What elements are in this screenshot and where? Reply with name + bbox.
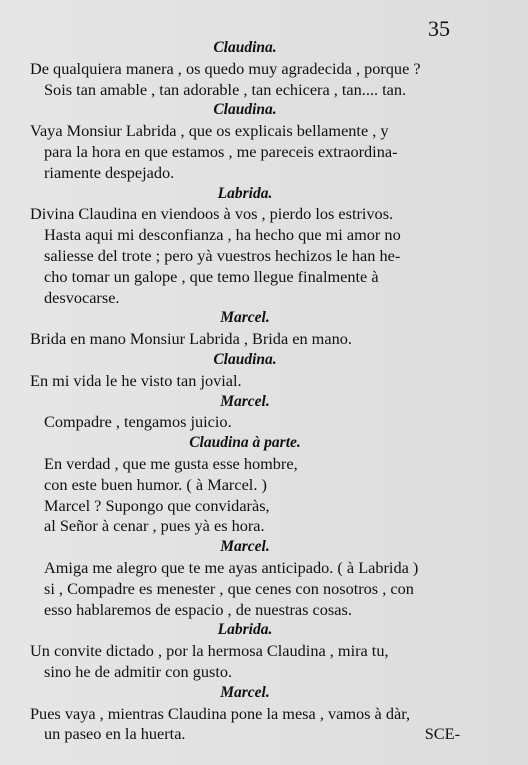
text-line: si , Compadre es menester , que cenes con nosotros , con xyxy=(44,578,414,598)
speaker-name: Claudina. xyxy=(213,101,277,119)
text-line: Vaya Monsiur Labrida , que os explicais bellamente , y xyxy=(30,121,389,141)
text-line: desvocarse. xyxy=(44,287,120,307)
speaker-name: Marcel. xyxy=(220,683,270,701)
speaker-name: Marcel. xyxy=(220,538,270,556)
speaker-name: Labrida. xyxy=(217,184,273,202)
speaker-name: Marcel. xyxy=(220,309,270,327)
speaker-name: Claudina. xyxy=(213,39,277,56)
text-line: para la hora en que estamos , me pareceis extraordina- xyxy=(44,141,398,161)
text-line: En verdad , que me gusta esse hombre, xyxy=(44,453,298,473)
text-line: un paseo en la huerta. SCE- xyxy=(44,724,460,744)
speaker-name: Claudina. xyxy=(213,350,277,368)
text-line: Divina Claudina en viendoos à vos , pierdo los estrivos. xyxy=(30,204,394,224)
text-line: Marcel ? Supongo que convidaràs, xyxy=(44,495,270,515)
text-line: sino he de admitir con gusto. xyxy=(44,661,233,681)
speaker-name: Marcel. xyxy=(220,392,270,410)
page-text xyxy=(30,38,460,745)
text-line: al Señor à cenar , pues yà es hora. xyxy=(44,516,265,536)
text-line: De qualquiera manera , os quedo muy agradecida , porque ? xyxy=(30,58,421,78)
speaker-name: Claudina à parte. xyxy=(189,434,301,452)
text-line: Amiga me alegro que te me ayas anticipado. ( à Labrida ) xyxy=(44,557,419,577)
text-line: Pues vaya , mientras Claudina pone la mesa , vamos à dàr, xyxy=(30,703,411,723)
text-line: Un convite dictado , por la hermosa Claudina , mira tu, xyxy=(30,641,389,661)
text-line: con este buen humor. ( à Marcel. ) xyxy=(44,474,267,494)
text-line: cho tomar un galope , que temo llegue finalmente à xyxy=(44,266,379,286)
text-line: riamente despejado. xyxy=(44,162,175,182)
text-line: Sois tan amable , tan adorable , tan echicera , tan.... tan. xyxy=(44,79,407,99)
text-line: Compadre , tengamos juicio. xyxy=(44,412,232,432)
catchword: SCE- xyxy=(424,724,460,744)
text-line: Brida en mano Monsiur Labrida , Brida en mano. xyxy=(30,329,352,349)
text-line: En mi vida le he visto tan jovial. xyxy=(30,370,242,390)
text-line: Hasta aqui mi desconfianza , ha hecho que mi amor no xyxy=(44,225,401,245)
speaker-name: Labrida. xyxy=(217,621,273,639)
text-line: saliesse del trote ; pero yà vuestros hechizos le han he- xyxy=(44,245,401,265)
text-line: esso hablaremos de espacio , de nuestras cosas. xyxy=(44,599,352,619)
page-number: 35 xyxy=(428,16,450,41)
